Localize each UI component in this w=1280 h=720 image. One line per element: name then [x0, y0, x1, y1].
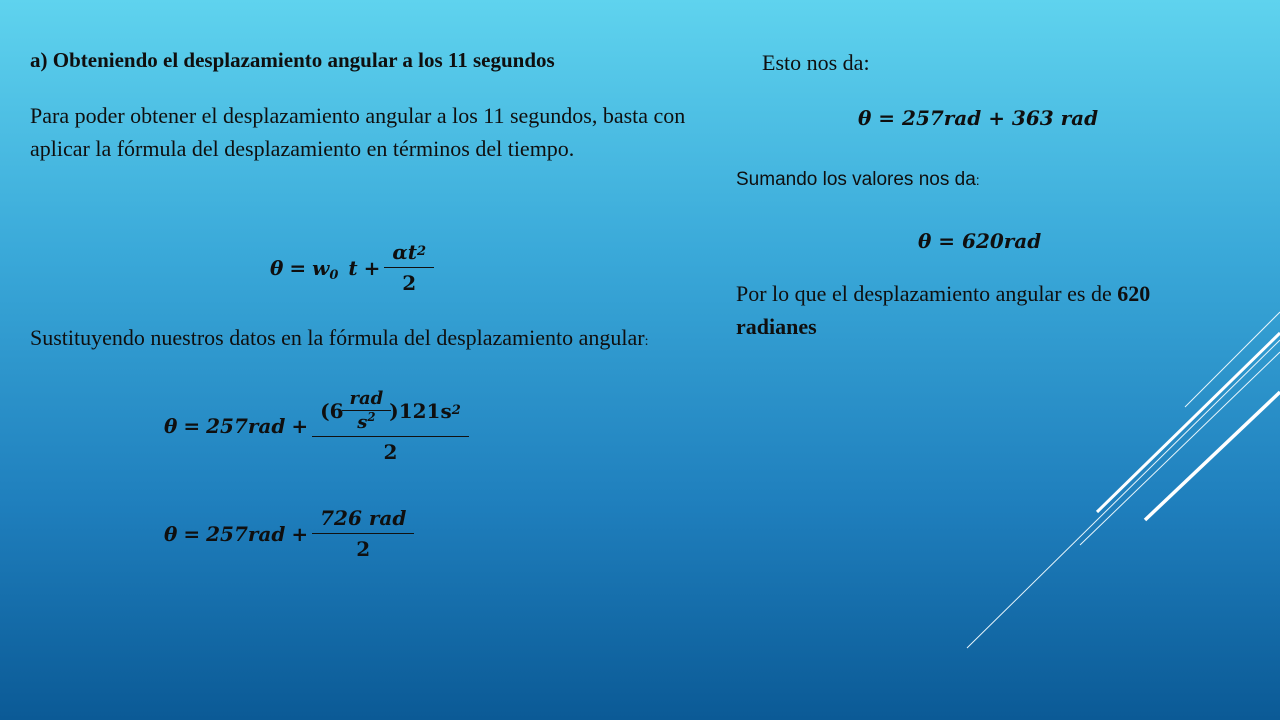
formula3-equals: = [183, 521, 201, 546]
formula3-plus: + [291, 521, 309, 546]
formula-t: t [348, 255, 358, 280]
sum-text: Sumando los valores nos da: [736, 169, 980, 190]
formula-substituted [164, 388, 467, 464]
formula2-numerator: (6 $\frac{\text{rad}}{s^2}$ )121s 2 [320, 388, 461, 433]
formula2-term: 257rad [206, 414, 286, 438]
formula3-denominator: 2 [312, 533, 414, 561]
formula3-numerator: 726 rad [320, 506, 407, 530]
formula-w: $w_0$ [312, 255, 339, 283]
formula-equals: = [289, 255, 307, 280]
formula3-fraction [316, 506, 410, 561]
substitution-paragraph: Sustituyendo nuestros datos en la fórmula del desplazamiento angular: [30, 325, 649, 350]
formula2-denominator: 2 [312, 436, 469, 464]
formula3-theta: θ [164, 521, 178, 546]
section-heading: a) Obteniendo el desplazamiento angular a los 11 segundos [30, 48, 555, 72]
intro-paragraph: Para poder obtener el desplazamiento angular a los 11 segundos, basta con aplicar la fórmula del desplazamiento en términos del tiempo. [30, 103, 686, 161]
deco-line-4 [967, 340, 1280, 648]
formula-plus: + [363, 255, 381, 280]
result-intro: Esto nos da: [762, 50, 870, 75]
formula-result: θ = 620rad [918, 229, 1042, 253]
conclusion: Por lo que el desplazamiento angular es de 620 radianes [736, 281, 1151, 339]
conclusion-value: 620 radianes [736, 281, 1151, 339]
formula2-fraction [316, 388, 465, 464]
fraction-denominator: 2 [384, 267, 434, 295]
formula3-term: 257rad [206, 521, 286, 546]
formula2-equals: = [183, 414, 201, 438]
deco-line-5 [1185, 312, 1280, 407]
formula-theta: θ [270, 255, 284, 280]
deco-line-1 [1097, 333, 1280, 512]
formula-general [270, 240, 432, 295]
formula2-plus: + [291, 414, 309, 438]
formula-fraction [388, 240, 430, 295]
formula-simplified [164, 506, 412, 561]
deco-line-2 [1145, 392, 1280, 520]
formula-sum: θ = 257rad + 363 rad [858, 106, 1099, 130]
deco-line-3 [1080, 352, 1280, 545]
fraction-numerator: αt 2 [392, 240, 427, 264]
formula2-theta: θ [164, 414, 178, 438]
formula2-inner-fraction: $\frac{\text{rad}}{s^2}$ [346, 388, 388, 433]
